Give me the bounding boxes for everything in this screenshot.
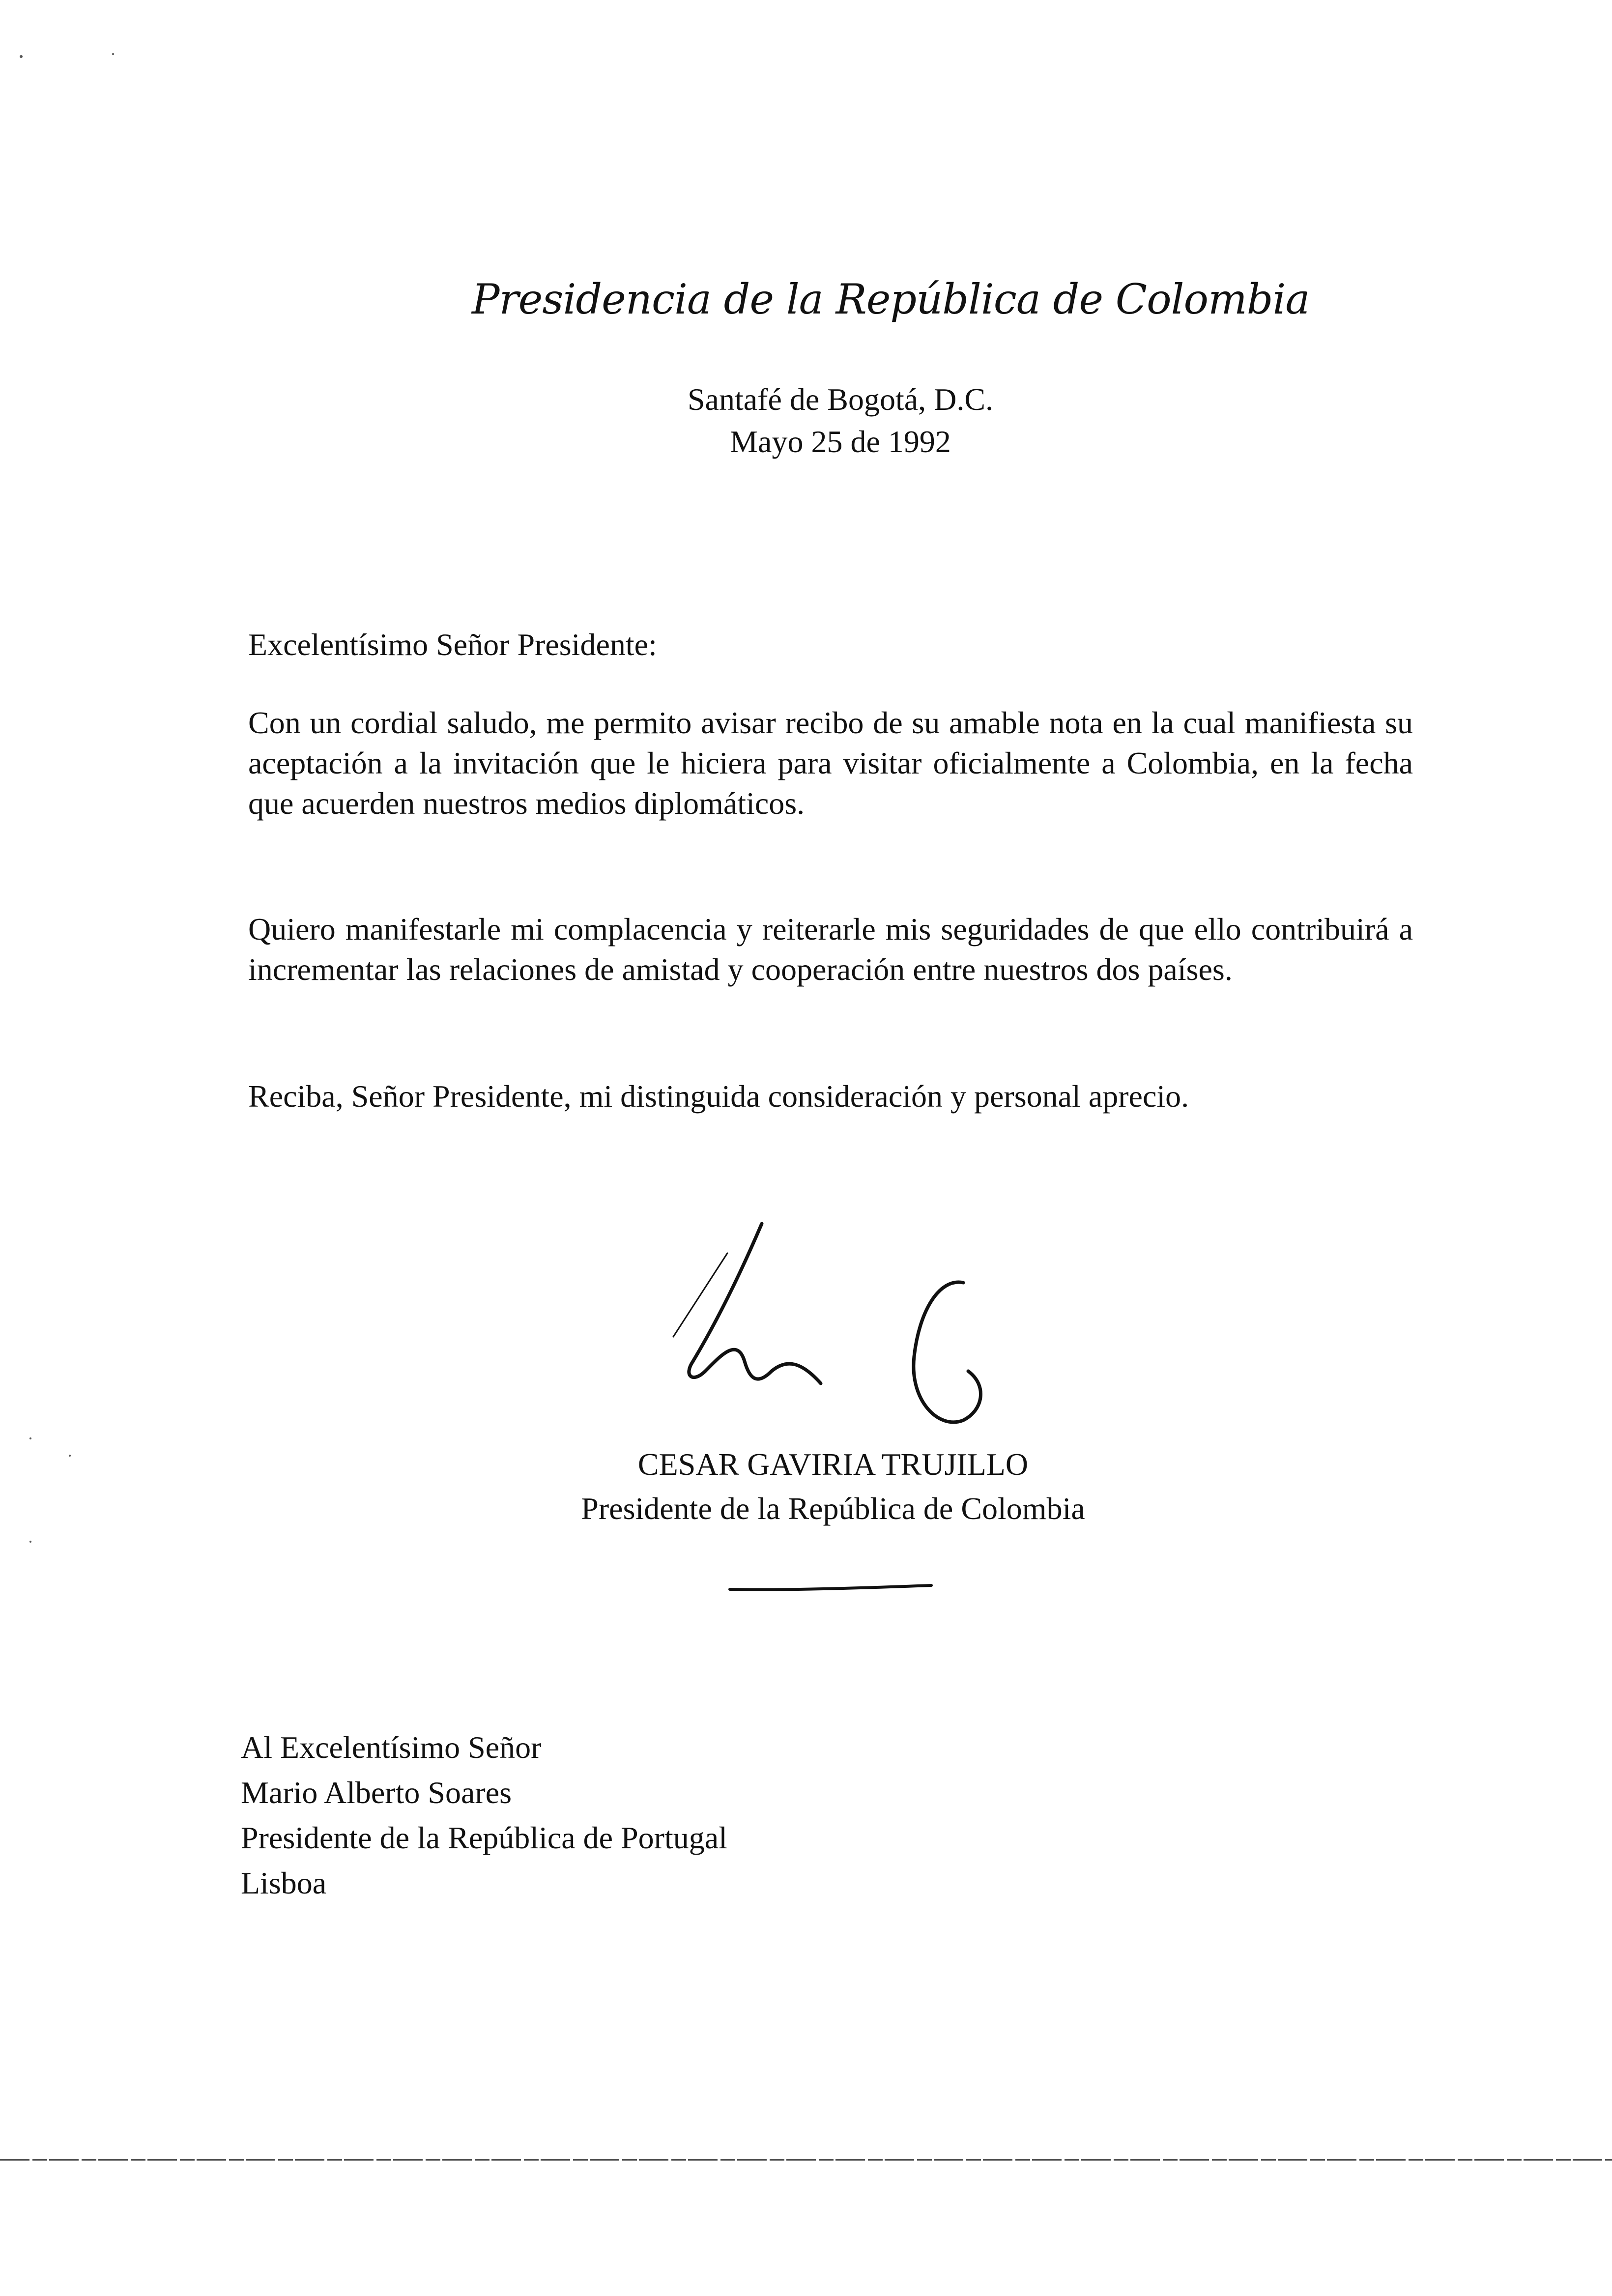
place-date-block: [619, 378, 1062, 463]
scan-speck: [29, 1437, 31, 1439]
paragraph-2: Quiero manifestarle mi complacencia y reiterarle mis seguridades de que ello contribuirá a incrementar las relaciones de amistad y cooperación entre nuestros dos países.: [248, 912, 1413, 987]
paragraph-1: Con un cordial saludo, me permito avisar recibo de su amable nota en la cual manifiesta su aceptación a la invitación que le hiciera para visitar oficialmente a Colombia, en la fecha que acuerden nuestros medios diplomáticos.: [248, 705, 1413, 821]
scan-speck: [29, 1541, 31, 1543]
paragraph-3: Reciba, Señor Presidente, mi distinguida consideración y personal aprecio.: [248, 1079, 1189, 1114]
scan-speck: [112, 53, 114, 55]
signer-name: CESAR GAVIRIA TRUJILLO: [637, 1447, 1029, 1482]
date: Mayo 25 de 1992: [730, 424, 951, 459]
recipient-title: Presidente de la República de Portugal: [241, 1820, 727, 1855]
handwritten-signature: [663, 1214, 1057, 1450]
scan-speck: [20, 55, 23, 58]
place: Santafé de Bogotá, D.C.: [687, 382, 994, 417]
recipient-name: Mario Alberto Soares: [241, 1775, 512, 1810]
signer-title: Presidente de la República de Colombia: [581, 1491, 1085, 1526]
recipient-city: Lisboa: [241, 1866, 327, 1900]
handwritten-underline: [727, 1582, 934, 1592]
letterhead: Presidencia de la República de Colombia: [472, 275, 1310, 323]
scan-speck: [69, 1455, 71, 1457]
footer-rule: [0, 2157, 1612, 2162]
recipient-line-1: Al Excelentísimo Señor: [241, 1730, 542, 1765]
recipient-block: [241, 1725, 727, 1906]
signer-block: [472, 1442, 1194, 1531]
salutation: Excelentísimo Señor Presidente:: [248, 627, 657, 662]
